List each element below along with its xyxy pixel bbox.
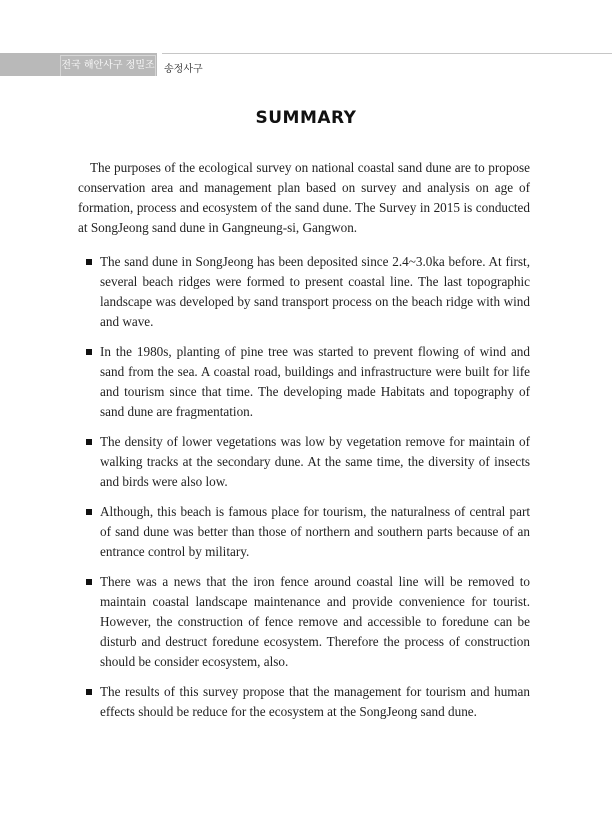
square-bullet-icon <box>86 349 92 355</box>
bullet-item <box>86 502 530 562</box>
square-bullet-icon <box>86 579 92 585</box>
summary-bullet-list <box>86 252 530 732</box>
square-bullet-icon <box>86 439 92 445</box>
bullet-text: The sand dune in SongJeong has been deposited since 2.4~3.0ka before. At first, several beach ridges were formed to present coastal line. The last topographic landscape was developed by sand transport process on the beach ridge with wind and wave. <box>100 254 530 329</box>
bullet-item <box>86 572 530 672</box>
subsection-label: 송정사구 <box>164 64 203 75</box>
bullet-text: The results of this survey propose that the management for tourism and human effects should be reduce for the ecosystem at the SongJeong sand dune. <box>100 684 530 719</box>
bullet-text: The density of lower vegetations was low by vegetation remove for maintain of walking tracks at the secondary dune. At the same time, the diversity of insects and birds were also low. <box>100 434 530 489</box>
bullet-text: There was a news that the iron fence around coastal line will be removed to maintain coastal landscape maintenance and provide convenience for tourist. However, the construction of fence remove and accessible to foredune can be disturb and destruct foredune ecosystem. Therefore the process of construction should be consider ecosystem, also. <box>100 574 530 669</box>
square-bullet-icon <box>86 259 92 265</box>
section-label: 전국 해안사구 정밀조사 <box>60 55 156 76</box>
bullet-text: Although, this beach is famous place for tourism, the naturalness of central part of sand dune was better than those of northern and southern parts because of an entrance control by military. <box>100 504 530 559</box>
bullet-item <box>86 252 530 332</box>
bullet-item <box>86 342 530 422</box>
bullet-text: In the 1980s, planting of pine tree was started to prevent flowing of wind and sand from the sea. A coastal road, buildings and infrastructure were built for life and tourism since that time. The developing made Habitats and topography of sand dune are fragmentation. <box>100 344 530 419</box>
square-bullet-icon <box>86 509 92 515</box>
bullet-item <box>86 432 530 492</box>
intro-paragraph: The purposes of the ecological survey on national coastal sand dune are to propose conservation area and management plan based on survey and analysis on age of formation, process and ecosystem of the sand dune. The Survey in 2015 is conducted at SongJeong sand dune in Gangneung-si, Gangwon. <box>78 160 530 235</box>
square-bullet-icon <box>86 689 92 695</box>
bullet-item <box>86 682 530 722</box>
header-divider <box>162 53 612 54</box>
page-title: SUMMARY <box>255 108 357 128</box>
